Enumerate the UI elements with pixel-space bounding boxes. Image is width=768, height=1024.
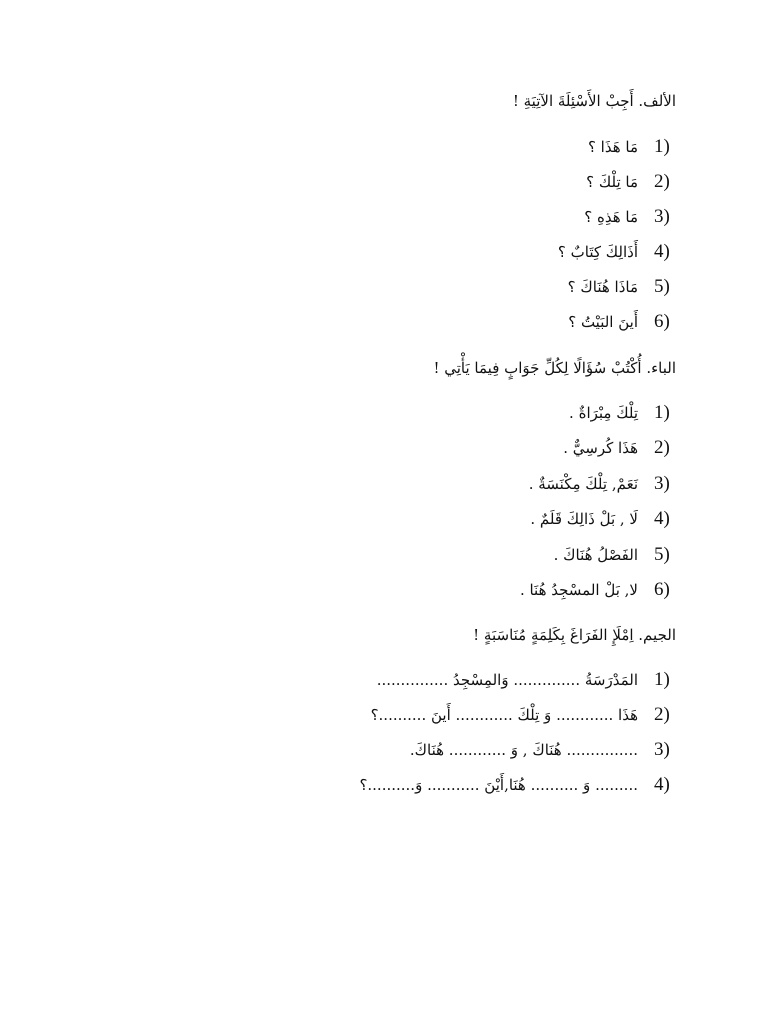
- item-text: الفَصْلُ هُنَاكَ .: [553, 546, 638, 564]
- section-c-item-1: [377, 669, 676, 691]
- item-text: لا, بَلْ المسْجِدُ هُنَا .: [519, 581, 638, 599]
- section-b-item-3: [529, 473, 676, 495]
- item-number: 2): [654, 171, 670, 192]
- item-text: المَدْرَسَةُ .............. وَالمِسْجِدُ ...............: [376, 671, 638, 689]
- item-number: 6): [654, 579, 670, 600]
- section-b-item-4: [530, 508, 676, 530]
- section-c-item-3: [410, 739, 676, 761]
- section-a-item-5: [568, 276, 676, 298]
- item-text: مَاذَا هُنَاكَ ؟: [567, 278, 638, 296]
- item-number: 3): [654, 473, 670, 494]
- item-number: 2): [654, 704, 670, 725]
- item-number: 3): [654, 739, 670, 760]
- item-text: تِلْكَ مِبْرَاةٌ .: [569, 404, 638, 422]
- section-c-heading: الجيم. اِمْلَإِ الفَرَاغَ بِكَلِمَةٍ مُنَاسَبَةٍ !: [473, 626, 676, 644]
- item-number: 6): [654, 311, 670, 332]
- item-text: لَا , بَلْ ذَالِكَ قَلَمٌ .: [530, 510, 638, 528]
- section-a-item-3: [584, 206, 676, 228]
- item-number: 3): [654, 206, 670, 227]
- item-text: ......... وَ .......... هُنَا,أَيْنَ ........... وَ..........؟: [359, 776, 638, 794]
- section-b-item-2: [563, 437, 676, 459]
- item-text: أَينَ البَيْتُ ؟: [568, 313, 638, 331]
- item-number: 1): [654, 136, 670, 157]
- item-number: 5): [654, 544, 670, 565]
- item-text: مَا تِلْكَ ؟: [586, 173, 638, 191]
- item-number: 4): [654, 774, 670, 795]
- section-b-heading: الباء. أُكْتُبْ سُؤَالًا لِكُلِّ جَوَابٍ فِيمَا يَأْتِي !: [433, 359, 676, 377]
- item-number: 2): [654, 437, 670, 458]
- item-number: 5): [654, 276, 670, 297]
- item-number: 1): [654, 669, 670, 690]
- section-a-item-4: [558, 241, 676, 263]
- item-text: هَذَا ............ وَ تِلْكَ ............ أَينَ ..........؟: [370, 706, 638, 724]
- section-b-item-1: [569, 402, 676, 424]
- section-b-item-5: [554, 544, 676, 566]
- item-text: نَعَمْ, تِلْكَ مِكْنَسَةٌ .: [528, 475, 638, 493]
- item-number: 4): [654, 508, 670, 529]
- item-text: مَا هَذَا ؟: [587, 138, 638, 156]
- item-text: ............... هُنَاكَ , وَ ............ هُنَاكَ.: [409, 741, 638, 759]
- item-text: مَا هَذِهِ ؟: [584, 208, 638, 226]
- item-text: أَذَالِكَ كِتَابٌ ؟: [557, 243, 638, 261]
- item-text: هَذَا كُرسِيٌّ .: [563, 439, 638, 457]
- section-a-item-1: [588, 136, 676, 158]
- section-c-item-2: [371, 704, 676, 726]
- section-a-heading: الألف. أَجِبْ الأَسْئِلَةَ الآتِيَةِ !: [512, 92, 676, 110]
- section-a-item-6: [568, 311, 676, 333]
- section-a-item-2: [586, 171, 676, 193]
- section-b-item-6: [520, 579, 676, 601]
- section-c-item-4: [359, 774, 676, 796]
- item-number: 4): [654, 241, 670, 262]
- item-number: 1): [654, 402, 670, 423]
